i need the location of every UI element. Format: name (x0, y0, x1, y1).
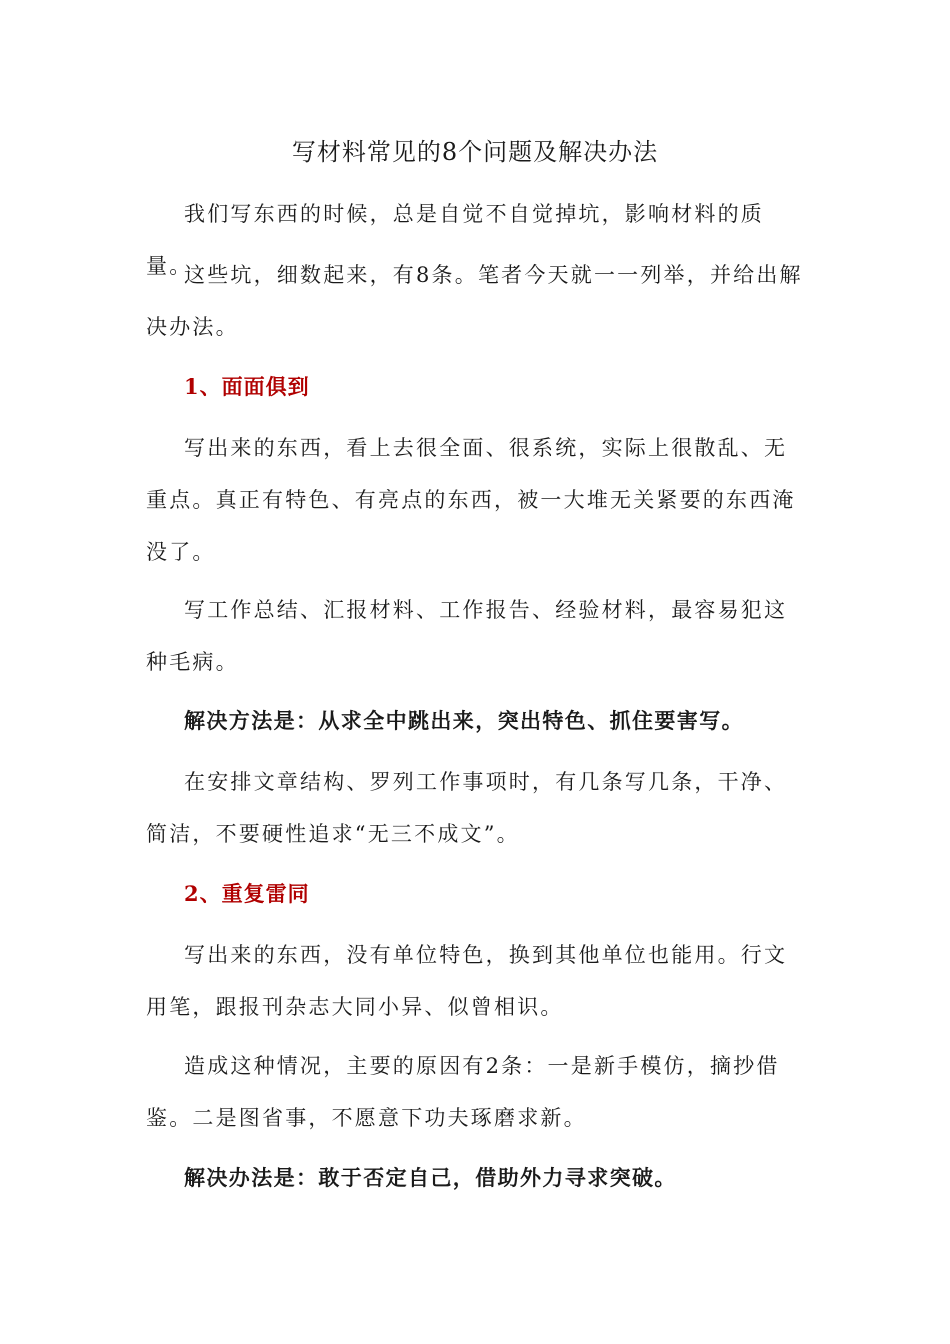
solution-section-1: 解决方法是：从求全中跳出来，突出特色、抓住要害写。 (184, 708, 744, 733)
paragraph-section-1-b: 写工作总结、汇报材料、工作报告、经验材料，最容易犯这种毛病。 (146, 598, 788, 674)
solution-section-2: 解决办法是：敢于否定自己，借助外力寻求突破。 (184, 1165, 677, 1190)
section-heading-1: 1、面面俱到 (184, 374, 310, 399)
document-title: 写材料常见的8个问题及解决办法 (291, 138, 659, 166)
paragraph-section-1-c: 在安排文章结构、罗列工作事项时，有几条写几条，干净、简洁，不要硬性追求“无三不成文”。 (146, 770, 788, 846)
section-heading-2: 2、重复雷同 (184, 881, 310, 906)
paragraph-section-2-a: 写出来的东西，没有单位特色，换到其他单位也能用。行文用笔，跟报刊杂志大同小异、似曾相识。 (146, 943, 788, 1019)
paragraph-intro-1: 我们写东西的时候，总是自觉不自觉掉坑，影响材料的质量。 (146, 202, 764, 278)
paragraph-section-1-a: 写出来的东西，看上去很全面、很系统，实际上很散乱、无重点。真正有特色、有亮点的东西，被一大堆无关紧要的东西淹没了。 (146, 436, 796, 564)
paragraph-section-2-b: 造成这种情况，主要的原因有2条：一是新手模仿，摘抄借鉴。二是图省事，不愿意下功夫琢磨求新。 (146, 1054, 780, 1130)
paragraph-intro-2: 这些坑，细数起来，有8条。笔者今天就一一列举，并给出解决办法。 (146, 263, 803, 339)
